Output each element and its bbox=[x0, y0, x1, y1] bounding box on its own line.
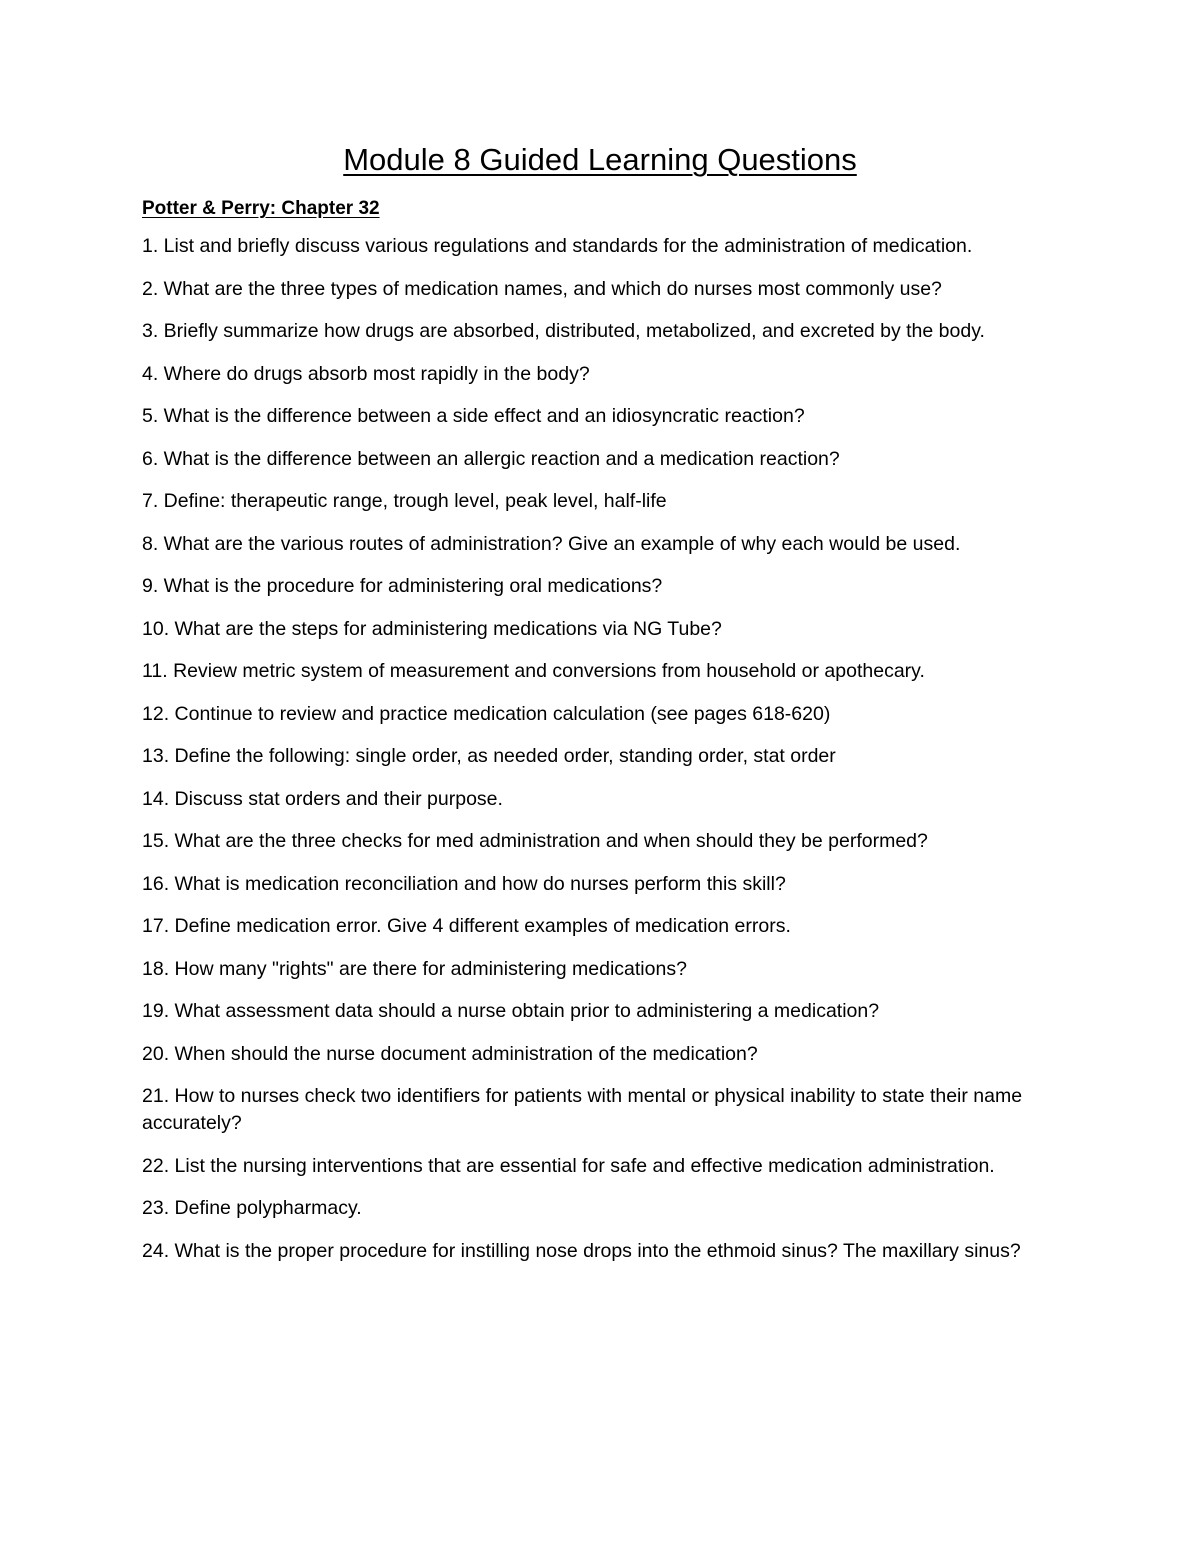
question-item: 16. What is medication reconciliation and how do nurses perform this skill? bbox=[142, 872, 786, 895]
question-item: 22. List the nursing interventions that are essential for safe and effective medication administration. bbox=[142, 1154, 995, 1177]
question-item: 11. Review metric system of measurement and conversions from household or apothecary. bbox=[142, 660, 925, 682]
question-list bbox=[142, 233, 1067, 1265]
question-item: 3. Briefly summarize how drugs are absorbed, distributed, metabolized, and excreted by the body. bbox=[142, 320, 985, 342]
question-item: 2. What are the three types of medication names, and which do nurses most commonly use? bbox=[142, 277, 942, 300]
question-item: 5. What is the difference between a side effect and an idiosyncratic reaction? bbox=[142, 405, 805, 427]
question-item: 17. Define medication error. Give 4 different examples of medication errors. bbox=[142, 915, 791, 937]
document-body bbox=[142, 195, 1067, 1280]
question-item: 8. What are the various routes of administration? Give an example of why each would be used. bbox=[142, 532, 961, 555]
question-item: 4. Where do drugs absorb most rapidly in the body? bbox=[142, 362, 590, 385]
question-item: 23. Define polypharmacy. bbox=[142, 1197, 362, 1219]
question-item: 1. List and briefly discuss various regulations and standards for the administration of medication. bbox=[142, 235, 973, 257]
question-item: 13. Define the following: single order, as needed order, standing order, stat order bbox=[142, 745, 836, 767]
question-item: 15. What are the three checks for med administration and when should they be performed? bbox=[142, 830, 928, 852]
page-title: Module 8 Guided Learning Questions bbox=[343, 142, 857, 177]
question-item: 14. Discuss stat orders and their purpose. bbox=[142, 787, 503, 810]
question-item: 7. Define: therapeutic range, trough level, peak level, half-life bbox=[142, 490, 667, 512]
question-item: 6. What is the difference between an allergic reaction and a medication reaction? bbox=[142, 447, 840, 470]
question-item: 9. What is the procedure for administering oral medications? bbox=[142, 575, 663, 597]
question-item: 19. What assessment data should a nurse obtain prior to administering a medication? bbox=[142, 1000, 880, 1022]
question-item: 12. Continue to review and practice medication calculation (see pages 618-620) bbox=[142, 702, 831, 725]
question-item: 18. How many "rights" are there for administering medications? bbox=[142, 957, 687, 980]
question-item: 24. What is the proper procedure for instilling nose drops into the ethmoid sinus? The maxillary sinus? bbox=[142, 1239, 1021, 1262]
chapter-heading: Potter & Perry: Chapter 32 bbox=[142, 198, 380, 219]
question-item: 10. What are the steps for administering medications via NG Tube? bbox=[142, 617, 722, 640]
question-item: 20. When should the nurse document administration of the medication? bbox=[142, 1042, 758, 1065]
question-item: 21. How to nurses check two identifiers for patients with mental or physical inability to state their name accurately? bbox=[142, 1085, 1023, 1134]
